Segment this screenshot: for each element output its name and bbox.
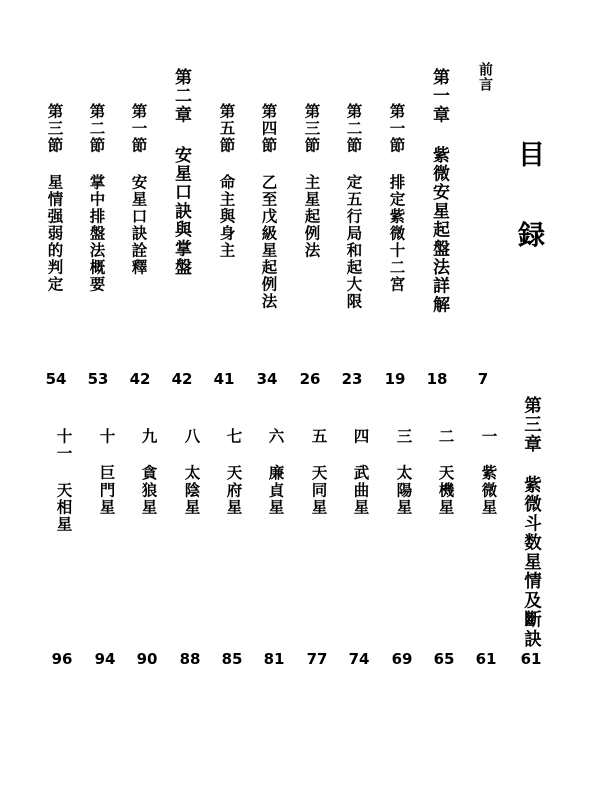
toc-entry-star-9[interactable]: 九 貪狼星 (139, 428, 158, 516)
toc-entry-section-1-4[interactable]: 第四節 乙至戊級星起例法 (259, 103, 278, 311)
toc-page-number: 85 (221, 650, 243, 668)
toc-entry-section-1-3[interactable]: 第三節 主星起例法 (302, 103, 321, 259)
toc-entry-star-6[interactable]: 六 廉貞星 (266, 428, 285, 516)
toc-entry-preface[interactable]: 前言 (477, 62, 493, 93)
toc-page-number: 90 (136, 650, 158, 668)
toc-entry-section-2-3[interactable]: 第三節 星情强弱的判定 (45, 103, 64, 294)
toc-page-number: 19 (384, 370, 406, 388)
toc-page-number: 41 (213, 370, 235, 388)
toc-entry-star-10[interactable]: 十 巨門星 (97, 428, 116, 516)
toc-page-number: 42 (171, 370, 193, 388)
toc-entry-star-5[interactable]: 五 天同星 (309, 428, 328, 516)
toc-page-number: 81 (263, 650, 285, 668)
toc-page-number: 23 (341, 370, 363, 388)
toc-page-number: 54 (45, 370, 67, 388)
toc-page-number: 42 (129, 370, 151, 388)
toc-page-number: 26 (299, 370, 321, 388)
toc-entry-star-3[interactable]: 三 太陽星 (394, 428, 413, 516)
toc-entry-chapter-2[interactable]: 第二章 安星口訣與掌盤 (171, 68, 191, 277)
toc-entry-section-1-5[interactable]: 第五節 命主與身主 (217, 103, 236, 259)
toc-page-number: 74 (348, 650, 370, 668)
toc-page-number: 69 (391, 650, 413, 668)
toc-entry-section-2-2[interactable]: 第二節 掌中排盤法概要 (87, 103, 106, 294)
toc-page-number: 61 (475, 650, 497, 668)
toc-page-number: 77 (306, 650, 328, 668)
toc-page-number: 65 (433, 650, 455, 668)
toc-page-number: 88 (179, 650, 201, 668)
page-title: 目 録 (513, 140, 544, 260)
toc-page-number: 18 (426, 370, 448, 388)
toc-entry-star-4[interactable]: 四 武曲星 (351, 428, 370, 516)
toc-page-number: 61 (520, 650, 542, 668)
toc-entry-star-7[interactable]: 七 天府星 (224, 428, 243, 516)
toc-page-number: 53 (87, 370, 109, 388)
toc-page-number: 34 (256, 370, 278, 388)
toc-entry-chapter-3[interactable]: 第三章 紫微斗数星情及斷訣 (521, 396, 542, 649)
toc-page-number: 96 (51, 650, 73, 668)
toc-entry-star-11[interactable]: 十一 天相星 (54, 428, 73, 533)
toc-page-number: 7 (477, 370, 489, 388)
toc-entry-star-8[interactable]: 八 太陰星 (182, 428, 201, 516)
toc-entry-section-1-1[interactable]: 第一節 排定紫微十二宮 (387, 103, 406, 294)
toc-entry-section-1-2[interactable]: 第二節 定五行局和起大限 (344, 103, 363, 311)
toc-entry-chapter-1[interactable]: 第一章 紫微安星起盤法詳解 (429, 68, 449, 315)
toc-entry-section-2-1[interactable]: 第一節 安星口訣詮釋 (129, 103, 148, 276)
toc-page-number: 94 (94, 650, 116, 668)
toc-entry-star-1[interactable]: 一 紫微星 (479, 428, 498, 516)
toc-entry-star-2[interactable]: 二 天機星 (436, 428, 455, 516)
